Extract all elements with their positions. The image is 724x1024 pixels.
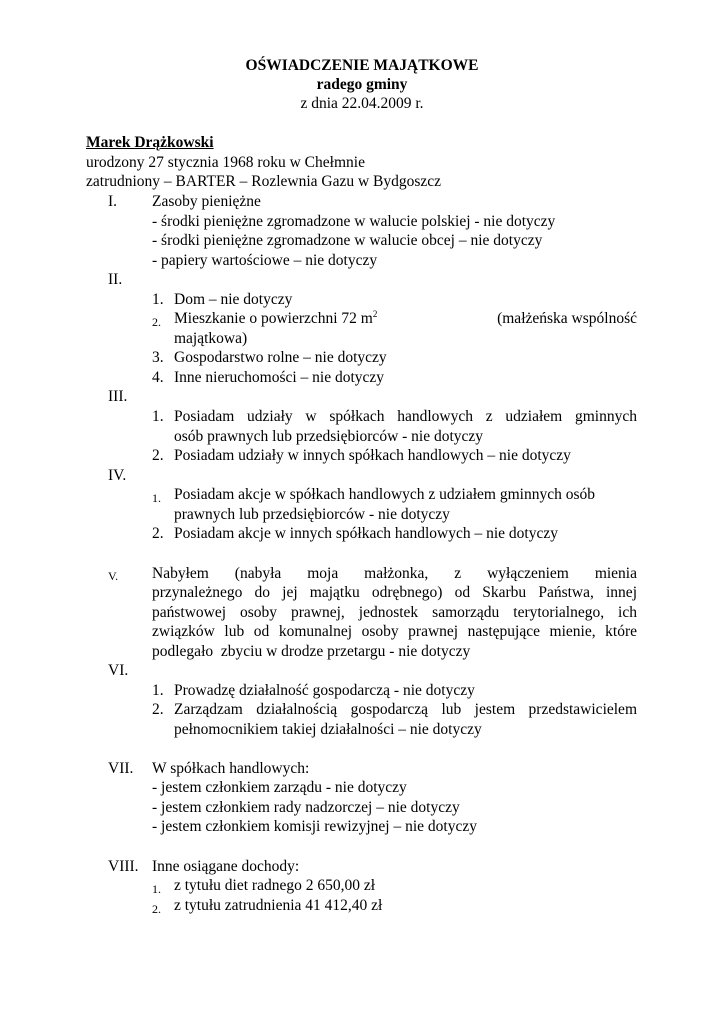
- paragraph-line: podlegało zbyciu w drodze przetargu - nie dotyczy: [152, 643, 471, 660]
- section-number: I.: [108, 193, 118, 210]
- list-item-continuation: prawnych lub przedsiębiorców - nie dotyczy: [174, 506, 450, 523]
- list-item: Posiadam akcje w spółkach handlowych z udziałem gminnych osób: [174, 486, 595, 503]
- section-title: Inne osiągane dochody:: [152, 858, 300, 875]
- section-number: V.: [108, 569, 119, 583]
- list-item: Posiadam udziały w innych spółkach handlowych – nie dotyczy: [174, 447, 571, 464]
- section-number: VII.: [108, 760, 134, 777]
- paragraph-line: państwowej osoby prawnej, jednostek samorządu terytorialnego, ich: [152, 604, 637, 621]
- list-item: Posiadam akcje w innych spółkach handlowych – nie dotyczy: [174, 525, 558, 542]
- section-title: Zasoby pieniężne: [152, 193, 261, 210]
- list-item-continuation: majątkowa): [174, 330, 248, 347]
- item-number: 1.: [152, 408, 164, 425]
- list-item: Zarządzam działalnością gospodarczą lub jestem przedstawicielem: [174, 701, 637, 718]
- list-item: - papiery wartościowe – nie dotyczy: [152, 252, 378, 269]
- item-number: 1.: [152, 882, 161, 896]
- section-number: VIII.: [108, 858, 139, 875]
- item-number: 2.: [152, 701, 164, 718]
- section-number: II.: [108, 271, 123, 288]
- person-birth: urodzony 27 stycznia 1968 roku w Chełmnie: [86, 154, 365, 171]
- list-item-continuation: pełnomocnikiem takiej działalności – nie dotyczy: [174, 721, 482, 738]
- list-item: Gospodarstwo rolne – nie dotyczy: [174, 349, 387, 366]
- document-date: z dnia 22.04.2009 r.: [300, 95, 424, 112]
- list-item-text: Mieszkanie o powierzchni 72 $m^2$: [174, 309, 378, 327]
- item-number: 2.: [152, 315, 161, 329]
- list-item: z tytułu diet radnego 2 650,00 zł: [174, 877, 376, 894]
- item-number: 1.: [152, 682, 164, 699]
- section-title: W spółkach handlowych:: [152, 760, 310, 777]
- item-number: 3.: [152, 349, 164, 366]
- list-item: - środki pieniężne zgromadzone w walucie obcej – nie dotyczy: [152, 232, 543, 249]
- document-title: OŚWIADCZENIE MAJĄTKOWE: [245, 57, 479, 74]
- paragraph-line: przynależnego do jej majątku odrębnego) od Skarbu Państwa, innej: [152, 584, 637, 601]
- list-item: [174, 309, 637, 328]
- list-item: - jestem członkiem zarządu - nie dotyczy: [152, 779, 407, 796]
- person-employment: zatrudniony – BARTER – Rozlewnia Gazu w Bydgoszcz: [86, 173, 442, 190]
- list-item: Posiadam udziały w spółkach handlowych z udziałem gminnych: [174, 408, 637, 425]
- list-item: - jestem członkiem komisji rewizyjnej – nie dotyczy: [152, 818, 477, 835]
- person-name: Marek Drążkowski: [86, 134, 214, 151]
- section-number: IV.: [108, 467, 127, 484]
- section-number: III.: [108, 388, 128, 405]
- list-item: Prowadzę działalność gospodarczą - nie dotyczy: [174, 682, 475, 699]
- paragraph-line: związków lub od komunalnej osoby prawnej następujące mienie, które: [152, 623, 637, 640]
- list-item-text: (małżeńska wspólność: [497, 310, 637, 327]
- document-subtitle: radego gminy: [316, 76, 408, 93]
- list-item-continuation: osób prawnych lub przedsiębiorców - nie dotyczy: [174, 428, 484, 445]
- paragraph-line: Nabyłem (nabyła moja małżonka, z wyłączeniem mienia: [152, 565, 637, 582]
- list-item: Inne nieruchomości – nie dotyczy: [174, 369, 385, 386]
- item-number: 2.: [152, 447, 164, 464]
- list-item: - jestem członkiem rady nadzorczej – nie dotyczy: [152, 799, 460, 816]
- list-item: z tytułu zatrudnienia 41 412,40 zł: [174, 897, 383, 914]
- item-number: 1.: [152, 491, 161, 505]
- item-number: 1.: [152, 291, 164, 308]
- item-number: 2.: [152, 902, 161, 916]
- list-item: Dom – nie dotyczy: [174, 291, 293, 308]
- item-number: 4.: [152, 369, 164, 386]
- item-number: 2.: [152, 525, 164, 542]
- section-number: VI.: [108, 662, 129, 679]
- list-item: - środki pieniężne zgromadzone w walucie polskiej - nie dotyczy: [152, 213, 556, 230]
